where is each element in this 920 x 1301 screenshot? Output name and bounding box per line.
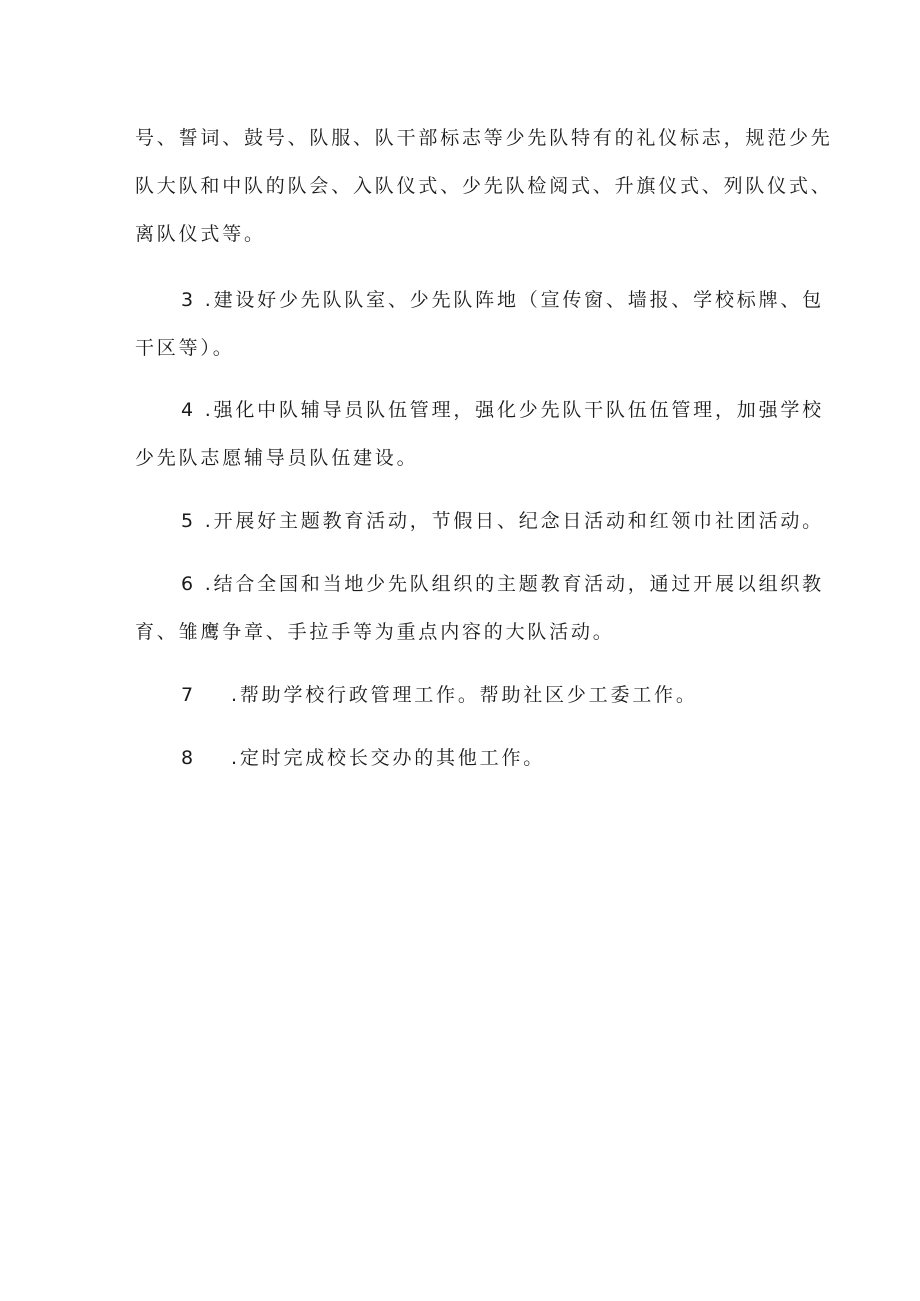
text-line: 3 .建设好少先队队室、少先队阵地（宣传窗、墙报、学校标牌、包 bbox=[181, 289, 824, 311]
text-line: 离队仪式等。 bbox=[135, 223, 266, 245]
paragraph-item-4 bbox=[135, 386, 824, 482]
item-text: .定时完成校长交办的其他工作。 bbox=[231, 747, 546, 769]
paragraph-item-7 bbox=[135, 671, 780, 719]
text-line: 6 .结合全国和当地少先队组织的主题教育活动，通过开展以组织教 bbox=[181, 573, 824, 595]
text-line: 队大队和中队的队会、入队仪式、少先队检阅式、升旗仪式、列队仪式、 bbox=[135, 175, 833, 197]
text-line: 5 .开展好主题教育活动，节假日、纪念日活动和红领巾社团活动。 bbox=[181, 510, 824, 532]
text-line: 少先队志愿辅导员队伍建设。 bbox=[135, 447, 419, 469]
paragraph-item-8 bbox=[135, 734, 780, 782]
paragraph-etiquette-continued bbox=[135, 114, 833, 258]
text-line bbox=[135, 734, 780, 782]
item-number: 8 bbox=[181, 747, 196, 769]
text-line: 干区等）。 bbox=[135, 337, 235, 359]
paragraph-item-6 bbox=[135, 560, 824, 656]
text-line bbox=[135, 671, 780, 719]
paragraph-item-3 bbox=[135, 276, 824, 372]
item-number: 7 bbox=[181, 684, 196, 706]
item-text: .帮助学校行政管理工作。帮助社区少工委工作。 bbox=[231, 684, 698, 706]
text-line: 号、誓词、鼓号、队服、队干部标志等少先队特有的礼仪标志，规范少先 bbox=[135, 127, 833, 149]
paragraph-item-5 bbox=[135, 497, 824, 545]
text-line: 4 .强化中队辅导员队伍管理，强化少先队干队伍伍管理，加强学校 bbox=[181, 399, 824, 421]
text-line: 育、雏鹰争章、手拉手等为重点内容的大队活动。 bbox=[135, 621, 615, 643]
